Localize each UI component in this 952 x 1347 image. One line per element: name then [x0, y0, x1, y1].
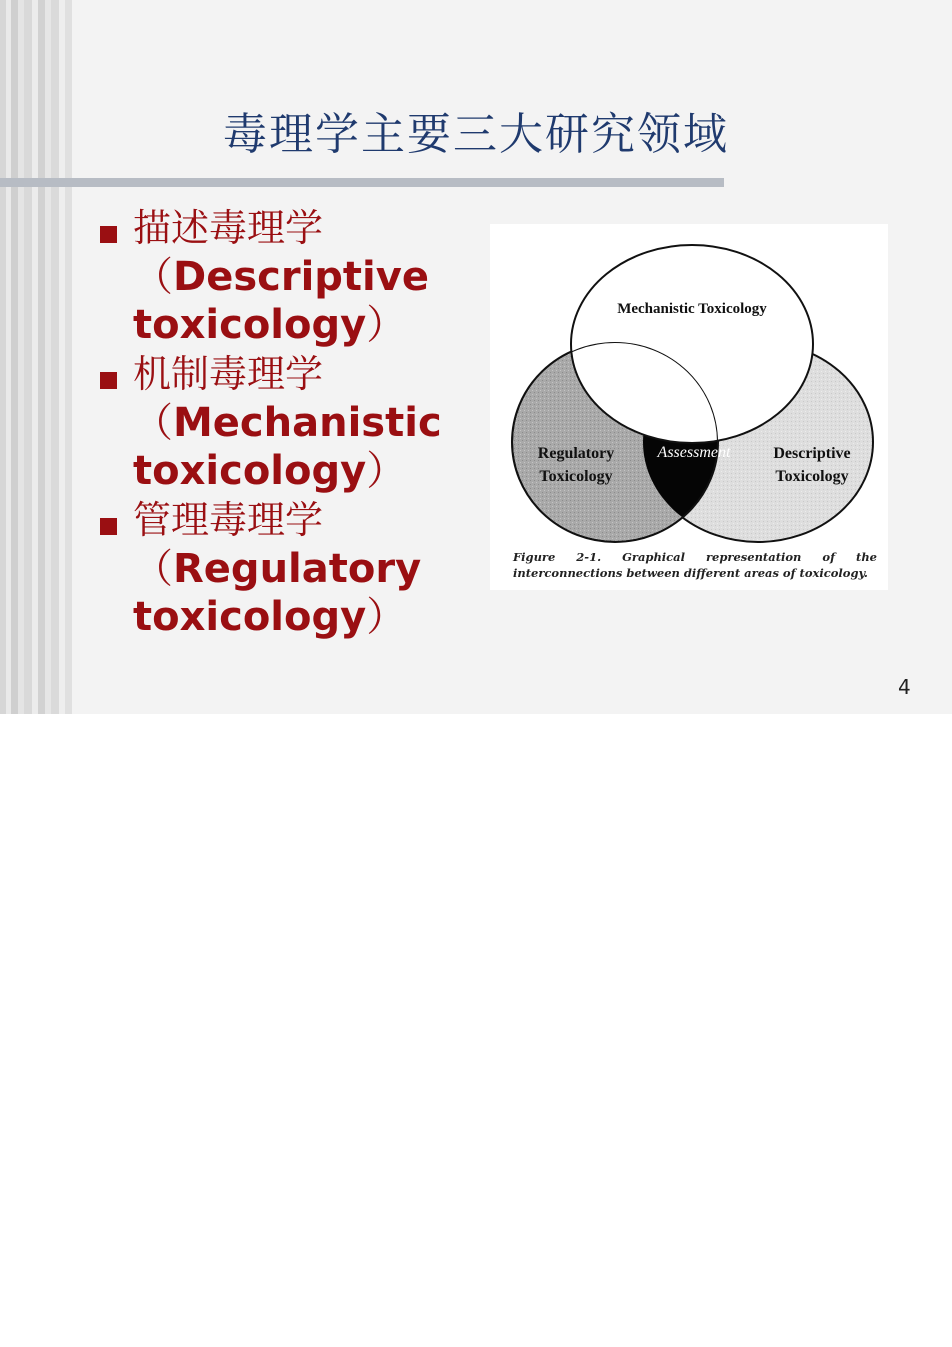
- bullet-en-term-2: toxicology: [133, 448, 367, 494]
- assessment-label: Assessment: [657, 444, 731, 461]
- open-paren: （: [133, 400, 173, 446]
- bullet-cn-label: 管理毒理学: [133, 498, 324, 542]
- bullet-en-line-1: [133, 545, 480, 593]
- venn-figure: [490, 224, 888, 590]
- bullet-en-line-2: [133, 301, 480, 349]
- square-bullet-icon: [100, 226, 117, 243]
- page-number: 4: [898, 675, 911, 699]
- regulatory-label-2: Toxicology: [539, 468, 613, 485]
- bullet-item-regulatory: [100, 495, 480, 641]
- bullet-list: [100, 203, 480, 641]
- close-paren: ）: [366, 302, 407, 348]
- bullet-en-line-2: [133, 593, 480, 641]
- bullet-en-term-2: toxicology: [133, 302, 367, 348]
- regulatory-label-1: Regulatory: [537, 445, 615, 462]
- mechanistic-circle: [571, 245, 813, 443]
- mechanistic-label: Mechanistic Toxicology: [617, 301, 767, 317]
- venn-diagram: [490, 224, 888, 590]
- close-paren: ）: [366, 448, 407, 494]
- bullet-en-term: Descriptive: [173, 254, 429, 300]
- bullet-en-line-2: [133, 447, 480, 495]
- bullet-en-line-1: [133, 253, 480, 301]
- bullet-en-term: Mechanistic: [173, 400, 442, 446]
- square-bullet-icon: [100, 518, 117, 535]
- descriptive-label-2: Toxicology: [775, 468, 849, 485]
- bullet-item-mechanistic: [100, 349, 480, 495]
- risk-label: Risk: [680, 421, 708, 438]
- open-paren: （: [133, 546, 173, 592]
- close-paren: ）: [366, 594, 407, 640]
- descriptive-label-1: Descriptive: [773, 445, 851, 462]
- slide-title: 毒理学主要三大研究领域: [223, 109, 729, 160]
- bullet-cn-label: 描述毒理学: [133, 206, 324, 250]
- bullet-item-descriptive: [100, 203, 480, 349]
- figure-caption: Figure 2-1. Graphical representation of the interconnections between different areas of toxicology.: [513, 550, 877, 580]
- title-divider: [0, 178, 724, 187]
- square-bullet-icon: [100, 372, 117, 389]
- open-paren: （: [133, 254, 173, 300]
- bullet-en-term-2: toxicology: [133, 594, 367, 640]
- bullet-en-line-1: [133, 399, 480, 447]
- bullet-en-term: Regulatory: [173, 546, 422, 592]
- bullet-cn-label: 机制毒理学: [133, 352, 324, 396]
